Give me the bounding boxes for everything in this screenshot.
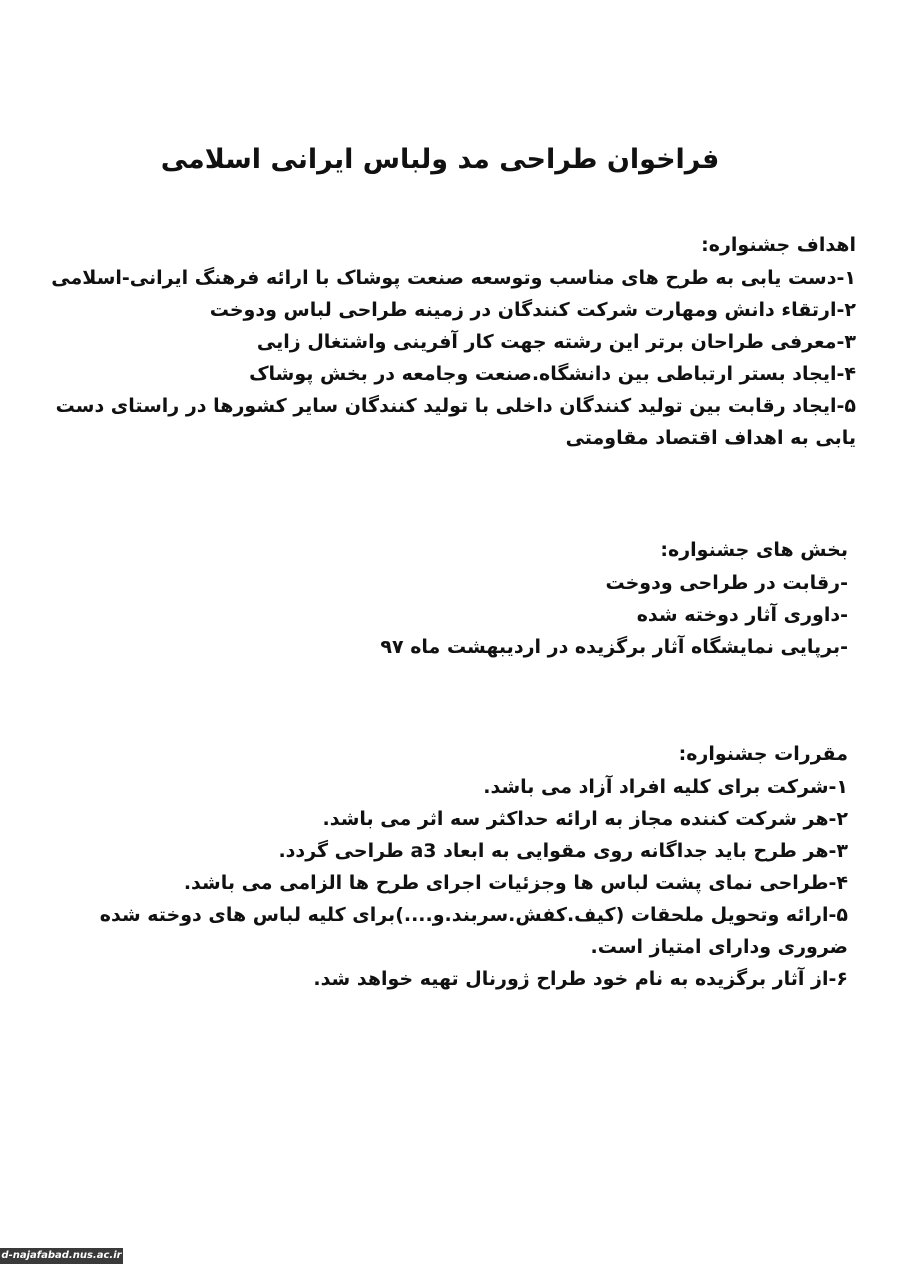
rule-item: ۶-از آثار برگزیده به نام خود طراح ژورنال تهیه خواهد شد.	[313, 968, 848, 990]
document-title: فراخوان طراحی مد ولباس ایرانی اسلامی	[160, 144, 720, 175]
goal-item: ۱-دست یابی به طرح های مناسب وتوسعه صنعت پوشاک با ارائه فرهنگ ایرانی-اسلامی	[51, 267, 856, 289]
goal-item: ۵-ایجاد رقابت بین تولید کنندگان داخلی با تولید کنندگان سایر کشورها در راستای دست یابی به اهداف اقتصاد مقاومتی	[55, 395, 856, 449]
rule-item: ۳-هر طرح باید جداگانه روی مقوایی به ابعاد a3 طراحی گردد.	[278, 840, 848, 862]
site-url-badge: d-najafabad.nus.ac.ir	[0, 1248, 123, 1264]
rules-heading: مقررات جشنواره:	[678, 743, 848, 765]
rule-item: ۵-ارائه وتحویل ملحقات (کیف.کفش.سربند.و....)برای کلیه لباس های دوخته شده ضروری ودارای امتیاز است.	[99, 904, 848, 958]
section-item: -داوری آثار دوخته شده	[636, 604, 848, 626]
sections-heading: بخش های جشنواره:	[660, 539, 848, 561]
goal-item: ۴-ایجاد بستر ارتباطی بین دانشگاه.صنعت وجامعه در بخش پوشاک	[249, 363, 856, 385]
goals-heading: اهداف جشنواره:	[701, 234, 856, 256]
goal-item: ۳-معرفی طراحان برتر این رشته جهت کار آفرینی واشتغال زایی	[256, 331, 856, 353]
rules-section	[28, 737, 848, 995]
section-item: -رقابت در طراحی ودوخت	[605, 572, 848, 594]
goal-item: ۲-ارتقاء دانش ومهارت شرکت کنندگان در زمینه طراحی لباس ودوخت	[209, 299, 856, 321]
rule-item: ۱-شرکت برای کلیه افراد آزاد می باشد.	[483, 776, 848, 798]
rule-item: ۲-هر شرکت کننده مجاز به ارائه حداکثر سه اثر می باشد.	[322, 808, 848, 830]
festival-sections-section	[148, 533, 848, 663]
section-item: -برپایی نمایشگاه آثار برگزیده در اردیبهشت ماه ۹۷	[380, 636, 848, 658]
goals-section	[46, 228, 856, 454]
rule-item: ۴-طراحی نمای پشت لباس ها وجزئیات اجرای طرح ها الزامی می باشد.	[183, 872, 848, 894]
